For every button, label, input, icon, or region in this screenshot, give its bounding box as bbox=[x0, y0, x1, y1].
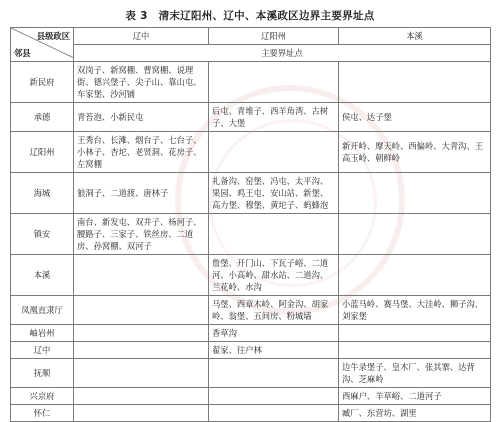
liaoyang-cell: 翟家、往户林 bbox=[209, 342, 339, 359]
column-header-benxi: 本溪 bbox=[339, 28, 491, 45]
benxi-cell bbox=[339, 342, 491, 359]
liaoyang-cell bbox=[209, 388, 339, 405]
county-cell: 凤凰直隶厅 bbox=[11, 296, 74, 325]
county-cell: 新民府 bbox=[11, 62, 74, 103]
benxi-cell bbox=[339, 325, 491, 342]
liaoyang-cell: 马堡、西章木岭、阿金沟、胡家岭、翁堡、五间房、粉城墙 bbox=[209, 296, 339, 325]
benxi-cell: 边牛录堡子、皇木厂、张其寨、达背沟、芝麻岭 bbox=[339, 359, 491, 388]
county-cell: 辽阳州 bbox=[11, 132, 74, 173]
table-row bbox=[11, 103, 491, 132]
table-row bbox=[11, 342, 491, 359]
liaozhong-cell bbox=[74, 405, 209, 422]
table-row bbox=[11, 173, 491, 214]
benxi-cell: 臧厂、东营坊、湖里 bbox=[339, 405, 491, 422]
corner-cell bbox=[11, 28, 74, 62]
benxi-cell bbox=[339, 214, 491, 255]
column-header-liaoyang: 辽阳州 bbox=[209, 28, 339, 45]
table-row bbox=[11, 62, 491, 103]
table-body bbox=[11, 62, 491, 422]
liaozhong-cell: 狼洞子、二道渡、唐林子 bbox=[74, 173, 209, 214]
header-row bbox=[11, 28, 491, 45]
county-cell: 怀仁 bbox=[11, 405, 74, 422]
liaozhong-cell bbox=[74, 359, 209, 388]
liaozhong-cell: 南台、新发屯、双井子、杨河子、腰路子、三家子、铁丝房、二道房、孙窝棚、双河子 bbox=[74, 214, 209, 255]
table-row bbox=[11, 325, 491, 342]
sub-header-row bbox=[11, 45, 491, 62]
county-cell: 岫岩州 bbox=[11, 325, 74, 342]
liaozhong-cell bbox=[74, 296, 209, 325]
liaozhong-cell bbox=[74, 325, 209, 342]
table-row bbox=[11, 255, 491, 296]
county-cell: 辽中 bbox=[11, 342, 74, 359]
corner-top-label: 县级政区 bbox=[36, 31, 70, 41]
liaozhong-cell bbox=[74, 342, 209, 359]
table-row bbox=[11, 359, 491, 388]
liaoyang-cell bbox=[209, 132, 339, 173]
liaoyang-cell bbox=[209, 405, 339, 422]
benxi-cell: 侯屯、达子堡 bbox=[339, 103, 491, 132]
benxi-cell: 小蓝马岭、赛马堡、大洼岭、狮子沟、刘家堡 bbox=[339, 296, 491, 325]
table-row bbox=[11, 388, 491, 405]
benxi-cell bbox=[339, 255, 491, 296]
table-row bbox=[11, 296, 491, 325]
sub-header: 主要界址点 bbox=[74, 45, 491, 62]
benxi-cell: 新开岭、摩天岭、西偏岭、大青沟、王高玉岭、朝鲜岭 bbox=[339, 132, 491, 173]
county-cell: 抚顺 bbox=[11, 359, 74, 388]
liaozhong-cell: 王秀台、长滩、烟台子、七台子、小林子、杏坨、老贤洞、花房子、左窝棚 bbox=[74, 132, 209, 173]
table-row bbox=[11, 214, 491, 255]
liaozhong-cell: 双岗子、新窝棚、曹窝棚、说理街、德兴堡子、尖子山、靠山屯、车家堡、沙河铺 bbox=[74, 62, 209, 103]
county-cell: 镇安 bbox=[11, 214, 74, 255]
county-cell: 承德 bbox=[11, 103, 74, 132]
county-cell: 本溪 bbox=[11, 255, 74, 296]
liaoyang-cell: 礼备沟、窑堡、冯屯、太平沟、果园、鸡王屯、安山站、新堡、高力堡、穆堡、黄坨子、蚂蜂泡 bbox=[209, 173, 339, 214]
liaoyang-cell: 后屯、青堆子、西羊角湾、古树子、大堡 bbox=[209, 103, 339, 132]
liaozhong-cell: 青苔泡、小新民屯 bbox=[74, 103, 209, 132]
benxi-cell bbox=[339, 173, 491, 214]
liaoyang-cell: 香草沟 bbox=[209, 325, 339, 342]
liaoyang-cell bbox=[209, 214, 339, 255]
table-row bbox=[11, 405, 491, 422]
liaoyang-cell bbox=[209, 62, 339, 103]
corner-bottom-label: 邻县 bbox=[14, 48, 31, 58]
liaoyang-cell: 詹堡、开门山、下瓦子峪、二道河、小高岭、甜水站、二道沟、兰花岭、水沟 bbox=[209, 255, 339, 296]
benxi-cell: 西麻户、羊草峪、二道河子 bbox=[339, 388, 491, 405]
column-header-liaozhong: 辽中 bbox=[74, 28, 209, 45]
boundary-table bbox=[10, 27, 491, 422]
table-row bbox=[11, 132, 491, 173]
benxi-cell bbox=[339, 62, 491, 103]
liaozhong-cell bbox=[74, 255, 209, 296]
table-title: 表 3 清末辽阳州、辽中、本溪政区边界主要界址点 bbox=[125, 10, 375, 22]
county-cell: 兴京府 bbox=[11, 388, 74, 405]
county-cell: 海城 bbox=[11, 173, 74, 214]
liaozhong-cell bbox=[74, 388, 209, 405]
liaoyang-cell bbox=[209, 359, 339, 388]
